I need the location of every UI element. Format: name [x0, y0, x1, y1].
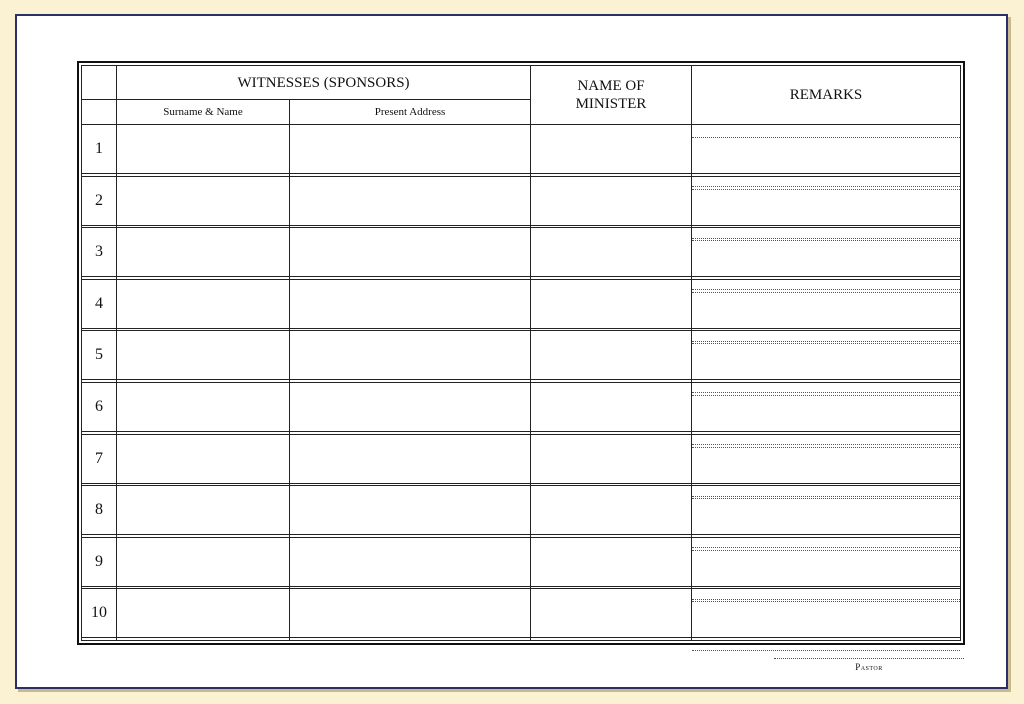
entry-row [82, 382, 961, 431]
entry-number: 1 [82, 125, 117, 174]
surname-name-field[interactable] [117, 331, 290, 380]
number-header-cell [82, 66, 117, 100]
entry-number: 7 [82, 434, 117, 483]
remarks-field[interactable] [692, 434, 961, 483]
entry-row [82, 176, 961, 225]
present-address-field[interactable] [290, 331, 531, 380]
surname-name-field[interactable] [117, 382, 290, 431]
present-address-header: Present Address [290, 100, 531, 125]
remarks-field[interactable] [692, 331, 961, 380]
pastor-signature [774, 658, 964, 672]
entry-row [82, 589, 961, 638]
remarks-dotted-line [692, 343, 960, 344]
remarks-field[interactable] [692, 486, 961, 535]
minister-name-field[interactable] [531, 434, 692, 483]
remarks-field[interactable] [692, 176, 961, 225]
remarks-field[interactable] [692, 638, 961, 641]
minister-name-field[interactable] [531, 176, 692, 225]
present-address-field[interactable] [290, 537, 531, 586]
entry-number: 4 [82, 279, 117, 328]
present-address-field[interactable] [290, 486, 531, 535]
present-address-field[interactable] [290, 382, 531, 431]
surname-name-field[interactable] [117, 176, 290, 225]
witnesses-header: WITNESSES (SPONSORS) [117, 66, 531, 100]
present-address-field[interactable] [290, 434, 531, 483]
remarks-dotted-line [692, 395, 960, 396]
remarks-field[interactable] [692, 382, 961, 431]
surname-name-field[interactable] [117, 228, 290, 277]
entry-row [82, 638, 961, 641]
remarks-header: REMARKS [692, 66, 961, 125]
entry-number: 5 [82, 331, 117, 380]
surname-name-field[interactable] [117, 279, 290, 328]
present-address-field[interactable] [290, 125, 531, 174]
present-address-field[interactable] [290, 638, 531, 641]
entry-row [82, 279, 961, 328]
minister-name-field[interactable] [531, 125, 692, 174]
minister-header-line1: NAME OF [577, 78, 645, 94]
entry-row [82, 434, 961, 483]
entry-number: 8 [82, 486, 117, 535]
remarks-field[interactable] [692, 228, 961, 277]
present-address-field[interactable] [290, 228, 531, 277]
minister-name-field[interactable] [531, 331, 692, 380]
present-address-field[interactable] [290, 589, 531, 638]
entry-row [82, 228, 961, 277]
remarks-dotted-line [692, 650, 960, 651]
witness-register-table [81, 65, 961, 641]
register-frame [77, 61, 965, 645]
minister-name-field[interactable] [531, 382, 692, 431]
minister-name-field[interactable] [531, 228, 692, 277]
minister-name-field[interactable] [531, 486, 692, 535]
entry-row [82, 486, 961, 535]
minister-name-field[interactable] [531, 279, 692, 328]
surname-name-field[interactable] [117, 434, 290, 483]
surname-name-field[interactable] [117, 638, 290, 641]
minister-name-field[interactable] [531, 589, 692, 638]
surname-name-header: Surname & Name [117, 100, 290, 125]
register-page [15, 14, 1008, 689]
entry-number: 2 [82, 176, 117, 225]
remarks-dotted-line [692, 498, 960, 499]
surname-name-field[interactable] [117, 486, 290, 535]
remarks-dotted-line [692, 447, 960, 448]
entry-number: 9 [82, 537, 117, 586]
present-address-field[interactable] [290, 176, 531, 225]
surname-name-field[interactable] [117, 537, 290, 586]
header-row-1 [82, 66, 961, 100]
entry-number-blank [82, 638, 117, 641]
surname-name-field[interactable] [117, 589, 290, 638]
minister-name-field[interactable] [531, 638, 692, 641]
entry-row [82, 537, 961, 586]
remarks-field[interactable] [692, 125, 961, 174]
present-address-field[interactable] [290, 279, 531, 328]
remarks-field[interactable] [692, 279, 961, 328]
remarks-field[interactable] [692, 589, 961, 638]
minister-header [531, 66, 692, 125]
remarks-dotted-line [692, 550, 960, 551]
entry-number: 6 [82, 382, 117, 431]
minister-header-line2: MINISTER [575, 96, 647, 112]
pastor-label: Pastor [855, 662, 883, 672]
remarks-dotted-line [692, 189, 960, 190]
remarks-dotted-line [692, 601, 960, 602]
entry-row [82, 331, 961, 380]
minister-name-field[interactable] [531, 537, 692, 586]
entry-number: 10 [82, 589, 117, 638]
number-subheader-cell [82, 100, 117, 125]
remarks-dotted-line [692, 292, 960, 293]
entry-number: 3 [82, 228, 117, 277]
register-body [82, 125, 961, 641]
remarks-field[interactable] [692, 537, 961, 586]
remarks-dotted-line [692, 240, 960, 241]
entry-row [82, 125, 961, 174]
signature-line [774, 658, 964, 660]
remarks-dotted-line [692, 137, 960, 138]
surname-name-field[interactable] [117, 125, 290, 174]
